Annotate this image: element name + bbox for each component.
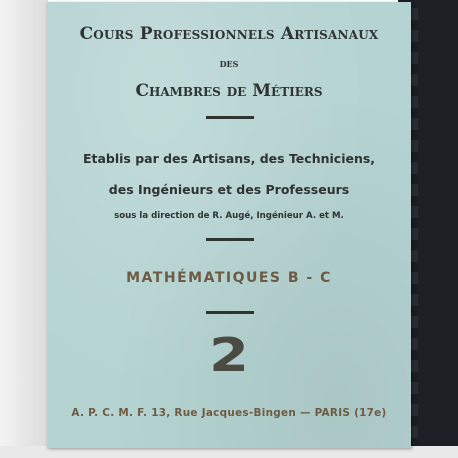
- book-cover: [47, 2, 411, 448]
- divider-rule: [206, 311, 254, 314]
- publisher-address: A. P. C. M. F. 13, Rue Jacques-Bingen — PARIS (17e): [71, 407, 387, 419]
- divider-rule: [206, 238, 254, 241]
- authors-line-1: Etablis par des Artisans, des Techniciens,: [82, 151, 376, 166]
- subject-title: MATHÉMATIQUES B - C: [126, 270, 332, 286]
- authors-line-2: des Ingénieurs et des Professeurs: [108, 182, 350, 197]
- volume-number: 2: [208, 328, 249, 382]
- background-surface: [0, 0, 48, 458]
- series-title-line-1: Cours Professionnels Artisanaux: [79, 24, 379, 44]
- series-title-line-3: Chambres de Métiers: [135, 81, 323, 101]
- direction-credit: sous la direction de R. Augé, Ingénieur A. et M.: [114, 211, 344, 221]
- divider-rule: [206, 116, 254, 119]
- series-title-line-2: des: [219, 56, 239, 70]
